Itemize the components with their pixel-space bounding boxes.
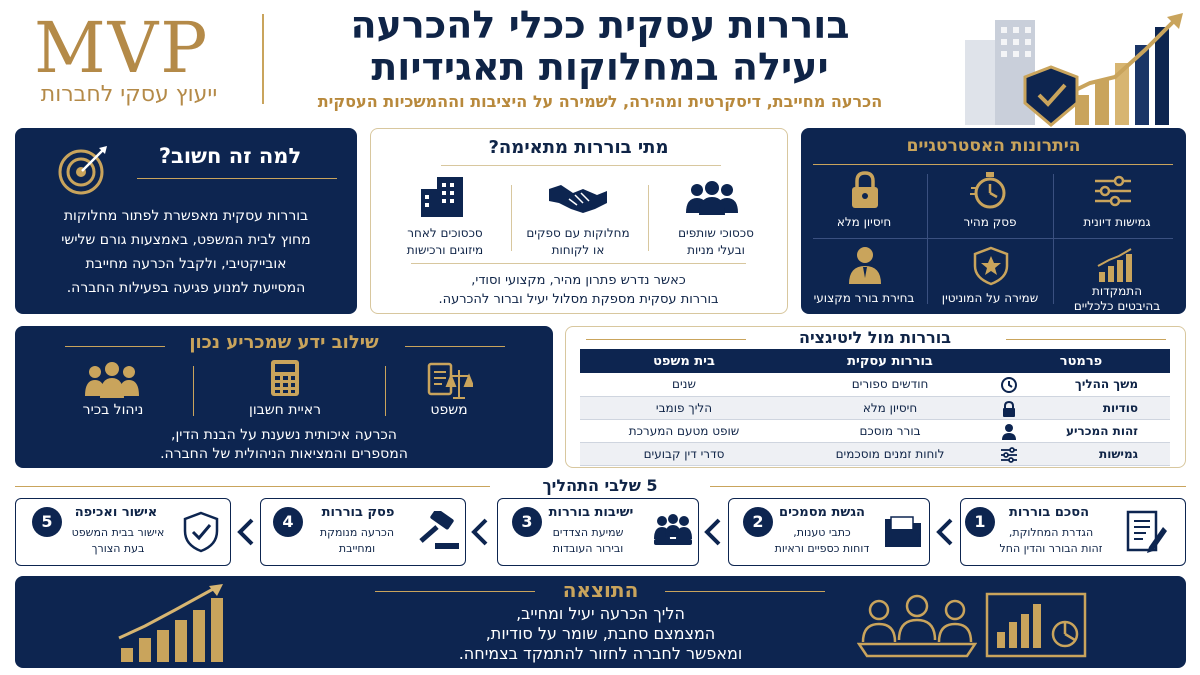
chevron-left-icon	[703, 518, 723, 546]
buildings-icon	[419, 175, 465, 217]
row-arbitration: חיסיון מלא	[788, 396, 992, 419]
step-desc	[307, 525, 407, 557]
result-line: הליך הכרעה יעיל ומחייב,	[516, 604, 685, 623]
advantage-item-6: בחירת בורר מקצועי	[813, 291, 915, 305]
when-card	[370, 128, 788, 314]
professional-person-icon	[847, 244, 883, 286]
advantage-line: התמקדות	[1091, 284, 1143, 298]
process-step-1	[960, 498, 1186, 566]
param-label: סודיות	[1102, 400, 1138, 415]
step-desc-line: ומחייבת	[338, 542, 376, 555]
step-desc-line: בעת הצורך	[91, 542, 145, 555]
step-desc-line: ובירור העובדות	[552, 542, 624, 555]
bar-chart-icon	[1095, 248, 1135, 284]
clock-icon	[1000, 376, 1018, 394]
knowledge-item-management: ניהול בכיר	[82, 402, 144, 418]
why-line: מחוץ לבית המשפט, באמצעות גורם שלישי	[61, 232, 311, 248]
when-title: מתי בוררות מתאימה?	[488, 137, 669, 158]
step-title: הגשת מסמכים	[779, 505, 865, 520]
step-desc-line: כתבי טענות,	[793, 526, 851, 539]
step-number: 1	[965, 507, 995, 537]
knowledge-title: שילוב ידע שמכריע נכון	[189, 332, 379, 353]
process-line-right	[710, 486, 1186, 487]
document-pen-icon	[1125, 509, 1169, 555]
advantage-item-5: שמירה על המוניטין	[941, 291, 1039, 305]
when-item-line: מחלוקות עם ספקים	[526, 226, 630, 240]
dashboard-chart-icon	[985, 592, 1087, 658]
lock-icon	[1000, 400, 1018, 418]
result-line: המצמצם סחבת, שומר על סודיות,	[485, 624, 716, 643]
page-title-line1: בוררות עסקית ככלי להכרעה	[350, 3, 850, 47]
process-step-3	[497, 498, 699, 566]
row-court: שנים	[580, 373, 788, 396]
knowledge-item-law: משפט	[430, 402, 468, 418]
advantages-col-divider	[927, 174, 928, 304]
page-title-line2: יעילה במחלוקות תאגידיות	[371, 45, 829, 89]
process-step-2	[728, 498, 930, 566]
step-number: 3	[512, 507, 542, 537]
step-desc-line: אישור בבית המשפט	[71, 526, 165, 539]
advantage-item-4	[1057, 284, 1177, 314]
step-title: ישיבות בוררות	[548, 505, 634, 520]
meeting-table-icon	[857, 594, 977, 658]
when-item-line: או לקוחות	[551, 243, 605, 257]
management-team-icon	[83, 360, 141, 398]
process-step-5	[15, 498, 231, 566]
table-row	[580, 373, 1170, 396]
when-divider	[441, 165, 721, 166]
param-label: משך ההליך	[1074, 377, 1138, 392]
growth-illustration	[955, 5, 1195, 130]
process-title: 5 שלבי התהליך	[542, 476, 658, 495]
why-line: בוררות עסקית מאפשרת לפתור מחלוקות	[63, 208, 309, 224]
row-param	[992, 442, 1170, 465]
knowledge-footer	[15, 426, 553, 464]
when-item-3	[385, 225, 505, 259]
step-number: 4	[273, 507, 303, 537]
when-footer-divider	[411, 263, 746, 264]
when-sep	[648, 185, 649, 251]
row-arbitration: חודשים ספורים	[788, 373, 992, 396]
step-desc-line: זהות הבורר והדין החל	[999, 542, 1103, 555]
folder-icon	[883, 513, 923, 549]
meeting-icon	[652, 513, 694, 549]
knowledge-footer-line: הכרעה איכותית נשענת על הבנת הדין,	[171, 427, 397, 443]
result-line: ומאפשר לחברה לחזור להתמקד בצמיחה.	[458, 644, 743, 663]
knowledge-item-accounting: ראיית חשבון	[249, 402, 321, 418]
why-line: המסייעת למנוע פגיעה בפעילות החברה.	[66, 280, 306, 296]
step-desc-line: הכרעה מנומקת	[319, 526, 395, 539]
why-title: למה זה חשוב?	[158, 144, 302, 168]
table-row	[580, 419, 1170, 442]
result-banner	[15, 576, 1186, 668]
step-title: הסכם בוררות	[1008, 505, 1090, 520]
target-icon	[55, 144, 111, 196]
chevron-left-icon	[470, 518, 490, 546]
step-title: פסק בוררות	[321, 505, 395, 520]
process-line-left	[15, 486, 490, 487]
when-item-line: מיזוגים ורכישות	[406, 243, 484, 257]
stopwatch-icon	[969, 170, 1011, 210]
sliders-icon	[1000, 446, 1018, 464]
when-footer-line: בוררות עסקית מספקת מסלול יעיל וברור להכרעה.	[438, 292, 719, 307]
process-step-4	[260, 498, 466, 566]
logo-mark: MVP	[34, 7, 210, 89]
growth-chart-icon	[115, 582, 235, 664]
calculator-icon	[269, 358, 301, 398]
row-param	[992, 396, 1170, 419]
gavel-icon	[417, 511, 461, 553]
why-text	[31, 204, 341, 300]
row-court: הליך פומבי	[580, 396, 788, 419]
result-title: התוצאה	[562, 578, 639, 602]
when-sep	[511, 185, 512, 251]
advantage-item-1: גמישות דיונית	[1083, 215, 1151, 229]
step-desc	[532, 525, 644, 557]
row-arbitration: לוחות זמנים מוסכמים	[788, 442, 992, 465]
page-subtitle: הכרעה מחייבת, דיסקרטית ומהירה, לשמירה על היציבות וההמשכיות העסקית	[317, 92, 883, 111]
when-item-line: סכסוכים לאחר	[407, 226, 483, 240]
header-court: בית משפט	[580, 349, 788, 373]
handshake-icon	[547, 181, 609, 215]
header-param: פרמטר	[992, 349, 1170, 373]
advantage-item-3: חיסיון מלא	[836, 215, 892, 229]
when-item-2	[518, 225, 638, 259]
why-divider	[137, 178, 337, 179]
header-divider	[262, 14, 264, 104]
check-shield-icon	[182, 511, 220, 553]
header-arbitration: בוררות עסקית	[788, 349, 992, 373]
when-footer	[371, 271, 786, 309]
comparison-card	[565, 326, 1186, 468]
law-scales-icon	[425, 360, 473, 402]
advantages-card	[801, 128, 1186, 314]
star-shield-icon	[973, 246, 1009, 286]
step-desc	[763, 525, 881, 557]
advantage-item-2: פסק מהיר	[963, 215, 1017, 229]
table-header-row	[580, 349, 1170, 373]
lock-icon	[849, 170, 881, 210]
knowledge-footer-line: המספרים והמציאות הניהולית של החברה.	[160, 446, 408, 462]
advantages-col-divider	[1053, 174, 1054, 304]
why-card	[15, 128, 357, 314]
comparison-table	[580, 349, 1170, 466]
when-item-1	[661, 225, 771, 259]
table-row	[580, 442, 1170, 465]
advantage-line: בהיבטים כלכליים	[1073, 299, 1161, 313]
row-court: סדרי דין קבועים	[580, 442, 788, 465]
table-row	[580, 396, 1170, 419]
advantages-mid-divider	[813, 238, 1173, 239]
param-label: גמישות	[1099, 446, 1138, 461]
step-desc	[981, 525, 1121, 557]
step-desc-line: הגדרת המחלוקת,	[1008, 526, 1094, 539]
step-number: 5	[32, 507, 62, 537]
why-line: אובייקטיבי, ולקבל הכרעה מחייבת	[85, 256, 287, 272]
advantages-title: היתרונות האסטרטגיים	[906, 136, 1081, 156]
row-arbitration: בורר מוסכם	[788, 419, 992, 442]
sliders-icon	[1093, 174, 1133, 208]
row-param	[992, 419, 1170, 442]
row-param	[992, 373, 1170, 396]
when-item-line: ובעלי מניות	[687, 243, 745, 257]
person-icon	[1000, 423, 1018, 441]
step-desc-line: שמיעת הצדדים	[552, 526, 624, 539]
param-label: זהות המכריע	[1065, 423, 1138, 438]
advantages-divider	[813, 164, 1173, 165]
knowledge-sep	[385, 366, 386, 416]
logo-tagline: ייעוץ עסקי לחברות	[40, 82, 218, 107]
when-footer-line: כאשר נדרש פתרון מהיר, מקצועי וסודי,	[471, 273, 686, 288]
step-desc	[62, 525, 174, 557]
chevron-left-icon	[935, 518, 955, 546]
knowledge-sep	[193, 366, 194, 416]
step-desc-line: דוחות כספיים וראיות	[774, 542, 870, 555]
chevron-left-icon	[236, 518, 256, 546]
comparison-title: בוררות מול ליטיגציה	[798, 328, 952, 347]
step-number: 2	[743, 507, 773, 537]
people-group-icon	[683, 179, 741, 215]
step-title: אישור ואכיפה	[74, 505, 158, 520]
when-item-line: סכסוכי שותפים	[678, 226, 754, 240]
row-court: שופט מטעם המערכת	[580, 419, 788, 442]
knowledge-card	[15, 326, 553, 468]
